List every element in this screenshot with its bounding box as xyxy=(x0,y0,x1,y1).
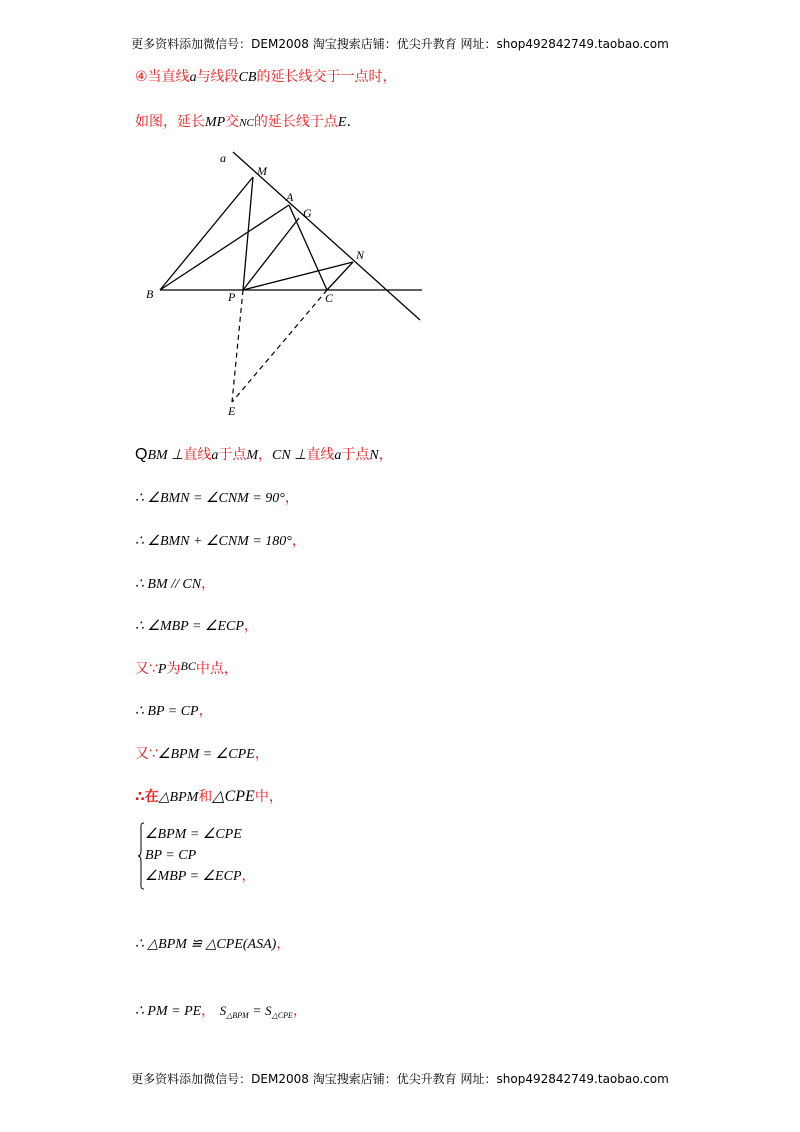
step-9-t1: △BPM xyxy=(158,790,199,805)
label-a: a xyxy=(220,151,226,165)
step-1-comma: ， xyxy=(258,447,273,463)
step-1-end: ， xyxy=(378,447,393,463)
step-9-t2: △CPE xyxy=(212,788,255,805)
step-11-sub1: △BPM xyxy=(226,1011,249,1020)
segment-bm xyxy=(160,177,253,290)
label-n: N xyxy=(356,248,365,262)
step-1-line: 直线 xyxy=(183,447,212,463)
label-g: G xyxy=(303,206,312,220)
step-8-comma: ， xyxy=(254,746,269,762)
construction-suffix: 的延长线于点 xyxy=(253,114,338,130)
step-6-p: P xyxy=(157,662,167,677)
step-6-mid: 中点， xyxy=(195,661,238,677)
step-9-and: 和 xyxy=(198,789,213,805)
case-heading-suffix: 的延长线交于一点时， xyxy=(256,69,397,85)
step-3-comma: ， xyxy=(291,533,306,549)
step-4-comma: ， xyxy=(201,576,216,592)
system-eq-1: ∠BPM = ∠CPE xyxy=(145,827,242,842)
segment-pg xyxy=(243,218,299,290)
page-header: 更多资料添加微信号：DEM2008 淘宝搜索店铺：优尖升教育 网址：shop492842749.taobao.com xyxy=(131,37,669,51)
step-1-a2: a xyxy=(334,448,342,463)
system-eq-2: BP = CP xyxy=(145,848,197,863)
var-e: E xyxy=(337,115,347,130)
step-6-is: 为 xyxy=(166,661,181,677)
step-7-comma: ， xyxy=(198,703,213,719)
step-11-s2: S xyxy=(265,1003,272,1018)
step-1-q: Q xyxy=(135,446,148,463)
step-10-comma: ， xyxy=(276,936,291,952)
step-11-s1: S xyxy=(219,1003,227,1018)
step-11-pre: ∴ PM = PE xyxy=(135,1004,202,1019)
var-nc: NC xyxy=(239,117,254,129)
step-11-comma2: ， xyxy=(292,1003,307,1019)
var-a: a xyxy=(189,70,197,85)
step-9-end: 中， xyxy=(254,789,283,805)
step-11-comma1: ， xyxy=(201,1003,216,1019)
step-6 xyxy=(135,658,238,678)
step-1-at: 于点 xyxy=(218,447,247,463)
segment-nc xyxy=(327,262,353,290)
step-6-bc: BC xyxy=(180,659,196,673)
step-9-pre: ∴在 xyxy=(135,789,159,805)
case-heading-mid: 与线段 xyxy=(196,69,239,85)
label-e: E xyxy=(228,404,236,418)
step-1-at2: 于点 xyxy=(341,447,370,463)
step-2-text: ∴ ∠BMN = ∠CNM = 90° xyxy=(135,491,285,506)
step-8-text: ∠BPM = ∠CPE xyxy=(157,747,255,762)
step-1-a: a xyxy=(211,448,219,463)
geometry-figure xyxy=(0,0,800,440)
step-1-n: N xyxy=(369,448,379,463)
label-m: M xyxy=(257,164,267,178)
label-p: P xyxy=(228,290,236,304)
step-11-sub2: △CPE xyxy=(271,1011,293,1020)
step-5-text: ∴ ∠MBP = ∠ECP xyxy=(135,619,244,634)
var-cb: CB xyxy=(238,70,257,85)
system-comma: ， xyxy=(241,869,256,884)
step-4-text: ∴ BM // CN xyxy=(135,577,202,592)
equation-system xyxy=(145,824,256,887)
step-1-cn: CN ⊥ xyxy=(272,448,307,463)
step-5 xyxy=(135,615,258,635)
step-3 xyxy=(135,530,306,550)
step-10 xyxy=(135,933,290,953)
step-5-comma: ， xyxy=(243,618,258,634)
segment-ba xyxy=(160,205,289,290)
step-1-bm: BM ⊥ xyxy=(147,448,184,463)
case-heading-prefix: ④当直线 xyxy=(135,69,190,85)
step-2 xyxy=(135,487,299,507)
step-2-comma: ， xyxy=(284,490,299,506)
segment-pe-dashed xyxy=(232,290,243,402)
step-7 xyxy=(135,700,213,720)
segment-pn xyxy=(243,262,353,290)
step-11 xyxy=(135,1000,307,1020)
step-3-text: ∴ ∠BMN + ∠CNM = 180° xyxy=(135,534,292,549)
label-a-point: A xyxy=(286,190,294,204)
label-c: C xyxy=(325,291,334,305)
step-10-text: ∴ △BPM ≌ △CPE(ASA) xyxy=(135,937,277,952)
step-7-text: ∴ BP = CP xyxy=(135,704,199,719)
step-8 xyxy=(135,743,269,763)
step-4 xyxy=(135,573,215,593)
system-brace xyxy=(137,822,145,890)
construction-mid: 交 xyxy=(225,114,240,130)
label-b: B xyxy=(146,287,154,301)
step-8-pre: 又∵ xyxy=(135,746,158,762)
construction-prefix: 如图，延长 xyxy=(135,114,205,130)
step-1 xyxy=(135,444,393,464)
step-1-m: M xyxy=(246,448,259,463)
step-6-pre: 又∵ xyxy=(135,661,158,677)
system-eq-3: ∠MBP = ∠ECP xyxy=(145,869,242,884)
var-mp: MP xyxy=(205,115,226,130)
step-9 xyxy=(135,786,283,806)
step-1-line2: 直线 xyxy=(306,447,335,463)
page-footer: 更多资料添加微信号：DEM2008 淘宝搜索店铺：优尖升教育 网址：shop492842749.taobao.com xyxy=(131,1072,669,1086)
construction-end: . xyxy=(346,114,351,130)
segment-pm xyxy=(243,177,253,290)
segment-ce-dashed xyxy=(232,290,327,402)
step-11-eq: = xyxy=(248,1004,266,1019)
